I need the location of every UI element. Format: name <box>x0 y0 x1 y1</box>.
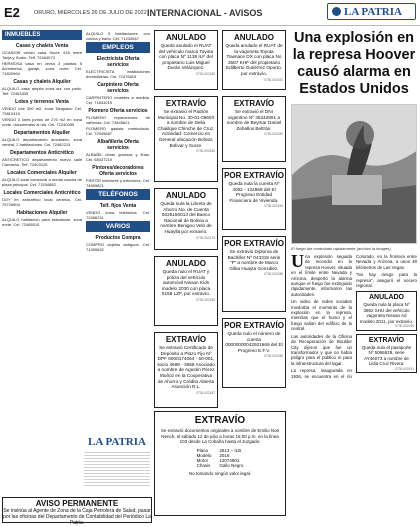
subcategory-heading: Lotes y terrenos Venta <box>15 99 69 105</box>
filler-lines <box>84 450 150 486</box>
news-paragraph: Las autoridades de la Oficina de Recuperación de Boulder City dijeron que fue un transformador y que no había peligro para el público ni para la infraestructura del lugar. <box>291 333 352 366</box>
classified-listing: ALQUILO casa amplia zona sur con patio. Telf. 72463305 <box>2 86 82 96</box>
ad-box: POR EXTRAVÍO Se extravió Diploma de Bachiller Nº 043318 serie "F" a nombre de Marco Gilka Huayta González. 0730-002186 <box>222 236 286 312</box>
ad-title: EXTRAVÍO <box>368 336 405 344</box>
ad-box: ANULADO Queda nula la Libreta de Ahorro No. de Cuenta 5025150013 del Banco Nacional de Bolivia a nombre Benigno Velo de Huaylla por extravío. 0730-002179 <box>154 188 218 250</box>
category-header: INMUEBLES <box>2 30 82 40</box>
ads-grid <box>154 30 286 410</box>
wide-ad-footer: No tomando ningún valor legal. <box>188 470 252 476</box>
news-paragraph: Un video de redes sociales mostraba el momento de la explosión en la represa, mientras que el humo y el fuego salían del edificio de la central. <box>291 299 352 332</box>
news-paragraph: La represa, inaugurada en 1936, se encuentra en el río Colorado, en la frontera entre Nevada y Arizona, a unos 48 kilómetros de Las Vegas. <box>291 254 417 379</box>
ad-box: POR EXTRAVÍO Queda nulo el número de cuenta 00000000042921669 del El Progreso E.F.V. 0730-002188 <box>222 318 286 388</box>
classified-listing: ALQUILO departamento amoblado, zona central, 2 habitaciones. Cel. 72462213 <box>2 137 82 147</box>
news-article <box>291 30 417 523</box>
subcategory-heading: Plomero Oferta servicios <box>88 108 148 114</box>
news-paragraph: "No hay riesgo para la represa", aseguró el vocero regional. <box>356 272 417 289</box>
ad-box: ANULADO Queda nulo el RUAT y póliza del vehículo automóvil Nissan Kids modelo 2030 con placa 5158 LZF, por extravío. 0730-002185 <box>154 256 218 326</box>
classified-listing: ELECTRICISTA instalaciones domiciliarias. Cel. 72476815 <box>86 69 150 79</box>
classified-listing: CARPINTERO muebles a medida. Cel. 71843219 <box>86 95 150 105</box>
la-patria-box <box>84 433 150 493</box>
news-photo <box>291 104 417 244</box>
ad-box: ANULADO Queda anulado el RUAT de la vagoneta Toyota Townace DX con placa No 2587 KHF del propietario Edilberto Gutiérrez Oporto, por extravío. 0730-002181 <box>222 30 286 90</box>
classified-listing: PLOMERO reparaciones de cañerías. Cel. 73845621 <box>86 115 150 125</box>
subcategory-heading: Carpintero Oferta servicios <box>97 82 139 94</box>
classified-listing: VENDO línea telefónica. Cel. 72456231 <box>86 210 150 220</box>
classified-listing: ALQUILO habitación para estudiante, zona norte. Cel. 72485015 <box>2 217 82 227</box>
wide-ad-table: Placa 2813 – ILB Modelo 2016 Motor 12074901 Chasis Gallo Negro <box>196 447 244 468</box>
subcategory-heading: Casas y chalets Alquiler <box>13 79 71 85</box>
classifieds-column-2 <box>86 30 150 395</box>
subcategory-heading: Telf. fijos Venta <box>99 203 137 209</box>
ad-tag: 0730-002190 <box>395 324 414 329</box>
ad-body: Queda nula la placa Nº 3862 SHU del vehículo vagoneta Nissan Ad modelo 2011, por extravío. <box>359 302 414 324</box>
classified-listing: ANTICRETICO departamento nuevo calle Camacho. Telf. 72403125 <box>2 157 82 167</box>
subcategory-heading: Pintores/decoradores Oferta servicios <box>92 165 144 177</box>
subcategory-heading: Departamentos Alquiler <box>13 130 71 136</box>
logo-emblem-icon <box>332 7 341 16</box>
page-code: E2 <box>4 5 20 20</box>
classified-listing: ALBAÑIL obras gruesas y finas. Cel. 68437215 <box>86 152 150 162</box>
classified-listing: PLOMERO gasista matriculado. Cel. 72345687 <box>86 126 150 136</box>
subcategory-heading: Departamentos Anticrético <box>10 150 74 156</box>
newspaper-logo: LA PATRIA <box>327 3 416 20</box>
la-patria-logo: LA PATRIA <box>88 436 146 448</box>
classified-listing: ALQUILO local comercial a media cuadra de plaza principal. Cel. 71534882 <box>2 177 82 187</box>
news-headline: Una explosión en la represa Hoover causó alarma en Estados Unidos <box>292 30 416 97</box>
aviso-body: Se insinúa al Agente de Zona de la Caja Petrolera de Salud, pasar por las oficinas del Departamento de Contabilidad del Periódico La Patria. <box>3 508 151 526</box>
aviso-title: AVISO PERMANENTE <box>35 499 119 508</box>
ad-title: ANULADO <box>369 294 404 302</box>
classified-listing: VENDO lote 300 m2, zona Tarapaca. Cel. 73812415 <box>2 106 82 116</box>
classified-listing: VENDO 2 lotes juntos de 270 m2 en zona norte, documentos al día. Cel. 71240095 <box>2 117 82 127</box>
wide-ad-body: Se extravió documentos originales a nombre de Emilio Noe Nench, el sábado 12 de julio a horas 16:00 p.m. en la línea 103 desde La Cobaña hasta el Juzgado: <box>160 428 280 444</box>
ad-box: EXTRAVÍO Se extravió el DNI argentino Nº 35242891 a nombre de Beymar Daniel Zeballos Beltrán. 0730-002182 <box>222 96 286 162</box>
date-line: ORURO, MIÉRCOLES 26 DE JULIO DE 2022 <box>34 10 147 16</box>
subcategory-heading: Habitaciones Alquiler <box>16 210 68 216</box>
classified-listing: COMPRO objetos antiguos. Cel. 71459632 <box>86 242 150 252</box>
section-title: INTERNACIONAL - AVISOS <box>147 8 263 18</box>
classified-listing: HERMOSA casa en venta 3 plantas 5 dormitorios, garaje, zona norte. Cel. 71820964 <box>2 61 82 76</box>
subcategory-heading: Locales Comerciales Anticrético <box>3 190 81 196</box>
category-header: VARIOS <box>86 221 150 232</box>
drop-cap: U <box>291 254 304 271</box>
subcategory-heading: Albañilería Oferta servicios <box>97 139 139 151</box>
wide-ad-title: EXTRAVÍO <box>194 415 246 426</box>
classified-listing: ALQUILO 5 habitaciones, con cocina y baño. Cel. 71234567 <box>86 31 150 41</box>
subcategory-heading: Casas y chalets Venta <box>15 43 69 49</box>
wide-ad-box <box>154 411 286 516</box>
ad-box: POR EXTRAVÍO Queda nula la cuenta Nº 4052 - 134968 del El Progreso Entidad Financiera de Vivienda. 0730-002184 <box>222 168 286 230</box>
news-paragraph: Una explosión seguida de incendio en la represa Hoover, situada en el límite entre Nevada y Arizona, despertó la alarma aunque el fuego fue extinguido rápidamente, informaron las autoridades. <box>291 254 352 297</box>
dam-fire-image <box>292 105 417 244</box>
page-header <box>0 0 420 26</box>
classified-listing: PINTOR interiores y exteriores. Cel. 74569821 <box>86 178 150 188</box>
ad-box <box>356 334 417 373</box>
news-body <box>291 254 417 527</box>
subcategory-heading: Productos Compra <box>95 235 141 241</box>
classified-listing: OCASION vendo casa Sucre 418 entre Tarija y Sorbe. Telf. 72464073 <box>2 50 82 60</box>
subcategory-heading: Locales Comerciales Alquiler <box>7 170 77 176</box>
subcategory-heading: Electricista Oferta servicios <box>96 56 140 68</box>
category-header: TELÉFONOS <box>86 189 150 200</box>
ad-box: ANULADO Queda anulado el RUAT del vehículo marca Toyota con placa Nº 1139 ILF del propietario Luis Miguel Durán Velázquez. 0730-002180 <box>154 30 218 90</box>
classifieds-column-1 <box>2 30 82 395</box>
ad-box: EXTRAVÍO Se extravió Certificado de Depósito a Plazo Fijo Nº DPF 6000174064 - 60-001, socio 4698 - 3658 Asociado a nombre de Agustín Pérez Muñoz en la Cooperativa de Ahorro y Crédito Abierta Asunción R.L. 0730-002187 <box>154 332 218 408</box>
aviso-permanente <box>2 497 152 526</box>
ad-box: EXTRAVÍO Se extravió el Padrón Municipal No. 30-01-05603 a nombre de Delia Chaiilque Chinche de Cruz, Actividad: Comercio en General ubicación Bolivar, Bolivar y Sucre. 0730-002183 <box>154 96 218 182</box>
ad-box <box>356 291 417 330</box>
photo-caption: El fuego fue controlado rápidamente (archivo la imagen). <box>291 246 392 251</box>
classified-listing: DOY en anticrético local céntrico. Cel. 75726604 <box>2 197 82 207</box>
category-header: EMPLEOS <box>86 42 150 53</box>
ad-body: Queda nulo el pasaporte Nº 5066929, serie AY46073 a nombre de Lidia Cruz Rivera. <box>361 344 412 367</box>
ad-tag: 0730-002191 <box>395 366 414 371</box>
